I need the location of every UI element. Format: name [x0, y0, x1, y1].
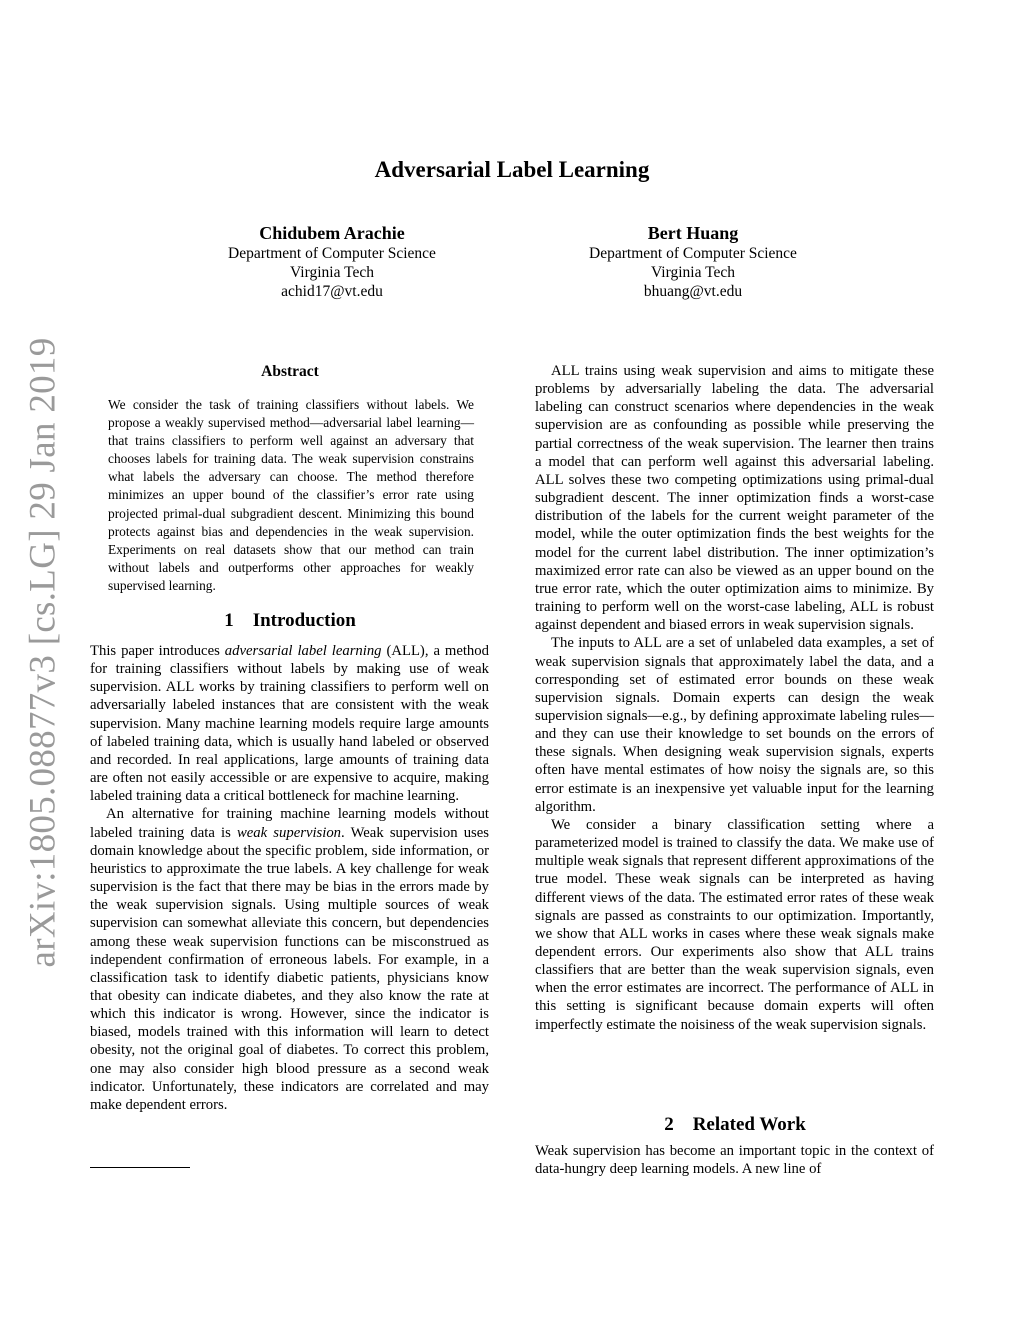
author-email: achid17@vt.edu	[281, 283, 383, 300]
emphasis-term: weak supervision	[236, 824, 342, 841]
right-column	[535, 362, 934, 1034]
author-institution: Virginia Tech	[651, 264, 735, 281]
paragraph: We consider a binary classification setting where a parameterized model is trained to classify the data. We make use of multiple weak signals that represent different approximations of the true model. These weak signals can be interpreted as having different views of the data. The estimated error rates of these weak signals are passed as constraints to our optimization. Importantly, we show that ALL works in cases where these weak signals make dependent errors. Our experiments also show that ALL trains classifiers that are better than the weak supervision signals, even when the error estimates are incorrect. The performance of ALL in this setting is significant because domain experts will often imperfectly estimate the noisiness of the weak supervision signals.	[535, 816, 934, 1033]
section-heading-related-work	[535, 1114, 935, 1136]
paragraph: An alternative for training machine learning models without labeled training data is weak supervision. Weak supervision uses domain knowledge about the specific problem, side information, or heuristics to approximate the true labels. A key challenge for weak supervision is the fact that there may be bias in the errors made by the weak supervision signals. Using multiple sources of weak supervision can somewhat alleviate this concern, but dependencies among these weak supervision functions can be misconstrued as independent confirmation of erroneous labels. For example, in a classification task to identify diabetic patients, physicians know that obesity can indicate diabetes, and they also know the rate at which this indicator is wrong. However, since the indicator is biased, models trained with this information will learn to detect obesity, not the original goal of diabetes. To correct this problem, one may also consider high blood pressure as a second weak indicator. Unfortunately, these indicators are correlated and may make dependent errors.	[90, 806, 489, 1113]
arxiv-stamp	[18, 337, 68, 968]
paragraph: This paper introduces adversarial label learning (ALL), a method for training classifiers without labels by making use of weak supervision. ALL works by training classifiers to perform well on adversarially labeled instances that are consistent with the weak supervision. Many machine learning models require large amounts of labeled training data, which is usually hand labeled or observed and recorded. In real applications, large amounts of training data are often not easily accessible or are expensive to acquire, making labeled training data a critical bottleneck for machine learning.	[90, 643, 489, 805]
section-title: Related Work	[692, 1114, 806, 1135]
author-email: bhuang@vt.edu	[643, 283, 743, 300]
abstract-heading: Abstract	[261, 363, 319, 380]
section-title: Introduction	[252, 610, 356, 631]
author-name: Bert Huang	[647, 223, 739, 243]
footnote-rule	[90, 1167, 190, 1168]
author-block-1	[162, 222, 502, 301]
abstract-text: We consider the task of training classifiers without labels. We propose a weakly supervised method—adversarial label learning—that trains classifiers to perform well against an adversary that chooses labels for training data. The weak supervision constrains what labels the adversary can choose. The method therefore minimizes an upper bound of the classifier’s error rate using projected primal-dual subgradient descent. Minimizing this bound protects against bias and dependencies in the weak supervision. Experiments on real datasets show that our method can train without labels and outperforms other approaches for weakly supervised learning.	[108, 397, 474, 593]
section-heading-introduction	[90, 610, 490, 632]
section-number: 2	[664, 1114, 674, 1135]
paragraph: The inputs to ALL are a set of unlabeled data examples, a set of weak supervision signals that approximately label the data, and a corresponding set of estimated error bounds on these weak supervision signals. Domain experts can design the weak supervision signals—e.g., by defining approximate labeling rules—and they can use their knowledge to set bounds on the errors of these signals. When designing weak supervision signals, experts often have mental estimates of how noisy the signals are, so this error estimate is an inexpensive yet valuable input for the learning algorithm.	[535, 635, 934, 815]
left-column	[90, 642, 489, 1114]
paragraph: Weak supervision has become an important topic in the context of data-hungry deep learning models. A new line of	[535, 1143, 934, 1178]
emphasis-term: adversarial label learning	[224, 643, 382, 659]
author-block-2	[523, 222, 863, 301]
author-institution: Virginia Tech	[290, 264, 374, 281]
right-column-continued	[535, 1142, 934, 1178]
paragraph: ALL trains using weak supervision and aims to mitigate these problems by adversarially labeling the data. The adversarial labeling can construct scenarios where dependencies in the weak supervision are as confounding as possible while preserving the partial correctness of the weak supervision. The learner then trains a model that can perform well against this adversarial labeling. ALL solves these two competing optimizations using primal-dual subgradient descent. The inner optimization finds a worst-case distribution of the labels for the current weight parameter of the model, while the outer optimization finds the best weights for the model for the current label distribution. The inner optimization’s maximized error rate can also be viewed as an upper bound on the true error rate, which the outer optimization aims to minimize. By training to perform well on the worst-case labeling, ALL is robust against dependent and biased errors in weak supervision signals.	[535, 363, 934, 634]
author-affiliation: Department of Computer Science	[589, 245, 797, 262]
author-affiliation: Department of Computer Science	[228, 245, 436, 262]
author-name: Chidubem Arachie	[259, 223, 405, 243]
arxiv-identifier: arXiv:1805.08877v3 [cs.LG] 29 Jan 2019	[22, 337, 64, 968]
paper-title: Adversarial Label Learning	[374, 157, 650, 182]
section-number: 1	[224, 610, 234, 631]
